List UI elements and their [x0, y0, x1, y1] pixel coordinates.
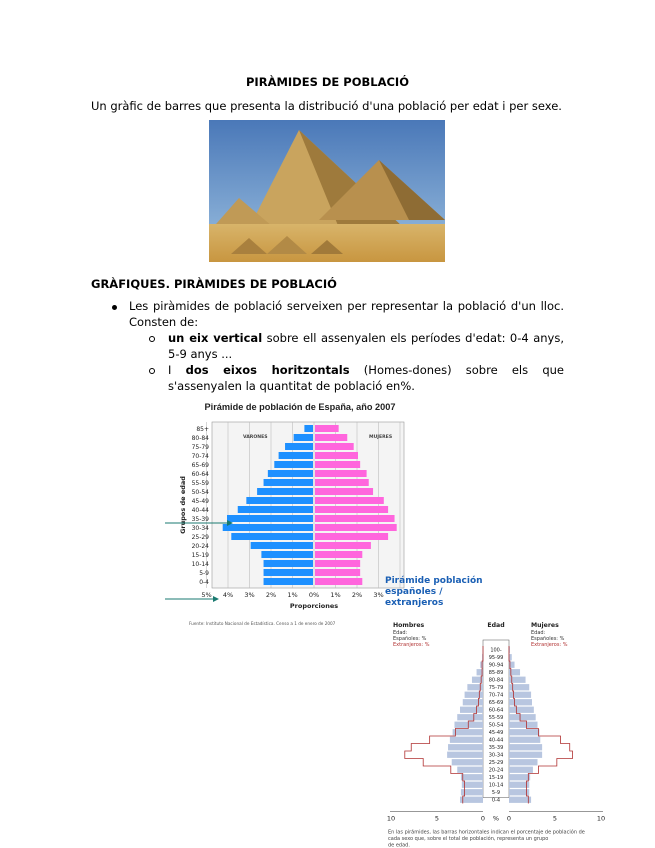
- x-tick-label: 5%: [201, 591, 212, 599]
- x-tick-label: 10: [386, 814, 396, 823]
- female-spanish-bar: [509, 759, 538, 765]
- annotation-line: españoles /: [385, 587, 443, 597]
- age-tick-label: 5-9: [199, 570, 209, 577]
- male-spanish-bar: [462, 782, 483, 788]
- female-bar: [315, 515, 395, 522]
- age-tick-label: 85+: [196, 426, 209, 433]
- sub-bullet-circle: [149, 336, 155, 342]
- age-tick-label: 0-4: [491, 797, 501, 804]
- age-tick-label: 35-39: [191, 516, 209, 523]
- female-bar: [315, 461, 360, 468]
- age-tick-label: 10-14: [488, 782, 504, 789]
- bullet-text: Les piràmides de població serveixen per representar la població d'un lloc. Consten de:: [129, 299, 564, 329]
- male-bar: [251, 542, 313, 549]
- age-tick-label: 55-59: [191, 480, 209, 487]
- x-tick-label: 0%: [308, 591, 320, 599]
- age-tick-label: 75-79: [191, 444, 209, 451]
- male-bar: [227, 515, 313, 522]
- age-tick-label: 50-54: [488, 722, 504, 729]
- edad-title: Edad: [487, 622, 505, 629]
- female-bar: [315, 524, 397, 531]
- age-tick-label: 25-29: [191, 534, 209, 541]
- age-tick-label: 20-24: [191, 543, 209, 550]
- male-bar: [268, 470, 313, 477]
- age-tick-label: 65-69: [191, 462, 209, 469]
- female-bar: [315, 497, 384, 504]
- male-spanish-bar: [457, 714, 483, 720]
- caption: [388, 829, 585, 848]
- male-spanish-bar: [450, 737, 483, 743]
- female-spanish-bar: [509, 729, 539, 735]
- mujeres-title: Mujeres: [531, 622, 559, 629]
- male-spanish-bar: [447, 752, 483, 758]
- age-tick-label: 80-84: [191, 435, 209, 442]
- female-bar: [315, 425, 339, 432]
- page-title: PIRÀMIDES DE POBLACIÓ: [246, 75, 409, 89]
- age-tick-label: 45-49: [488, 729, 504, 736]
- male-spanish-bar: [467, 684, 483, 690]
- female-bar: [315, 452, 358, 459]
- sub-item-vertical-axis: un eix vertical sobre ell assenyalen els períodes d'edat: 0-4 anys, 5-9 anys ...: [168, 331, 564, 361]
- age-tick-label: 40-44: [191, 507, 209, 514]
- x-tick-label: 1%: [287, 591, 298, 599]
- age-tick-label: 95-99: [488, 654, 504, 661]
- male-bar: [238, 506, 313, 513]
- age-tick-label: 45-49: [191, 498, 209, 505]
- female-bar: [315, 551, 362, 558]
- legend-edad: Edad:: [531, 630, 546, 636]
- male-bar: [285, 443, 313, 450]
- male-bar: [264, 560, 313, 567]
- male-bar: [264, 578, 313, 585]
- age-tick-label: 30-34: [191, 525, 209, 532]
- female-spanish-bar: [509, 774, 530, 780]
- x-tick-label: 1%: [330, 591, 341, 599]
- pyramids-photo: [209, 120, 445, 262]
- female-spanish-bar: [509, 699, 532, 705]
- age-tick-label: 5-9: [491, 789, 501, 796]
- age-tick-label: 30-34: [488, 752, 504, 759]
- annotation-line: Pirámide población: [385, 576, 483, 586]
- legend-espanoles: Españoles: %: [393, 636, 427, 642]
- age-tick-label: 65-69: [488, 699, 504, 706]
- male-bar: [294, 434, 313, 441]
- female-bar: [315, 488, 373, 495]
- female-bar: [315, 479, 369, 486]
- bullet-dot: [112, 305, 117, 310]
- male-bar: [264, 569, 313, 576]
- source-note: Fuente: Instituto Nacional de Estadística. Censo a 1 de enero de 2007: [189, 621, 336, 626]
- male-spanish-bar: [453, 729, 483, 735]
- male-bar: [264, 479, 313, 486]
- female-spanish-bar: [509, 737, 540, 743]
- caption-line: de edad.: [388, 842, 410, 848]
- female-spanish-bar: [509, 714, 536, 720]
- female-spanish-bar: [509, 752, 542, 758]
- age-tick-label: 70-74: [191, 453, 209, 460]
- age-tick-label: 85-89: [488, 669, 504, 676]
- male-bar: [304, 425, 313, 432]
- male-spanish-bar: [448, 744, 483, 750]
- label-mujeres: MUJERES: [369, 435, 393, 440]
- bold-term: un eix vertical: [168, 331, 263, 345]
- female-bar: [315, 533, 388, 540]
- age-tick-label: 60-64: [488, 707, 504, 714]
- bold-term: dos eixos horitzontals: [185, 363, 350, 377]
- legend-extranjeros: Extranjeros: %: [393, 642, 430, 648]
- female-bar: [315, 506, 388, 513]
- spain-2007-pyramid-chart: [165, 398, 483, 644]
- caption-line: cada sexo que, sobre el total de población, representa un grupo: [388, 836, 549, 842]
- male-bar: [261, 551, 313, 558]
- x-axis-label: Proporciones: [289, 602, 339, 610]
- hombres-title: Hombres: [393, 622, 425, 629]
- female-bar: [315, 560, 360, 567]
- age-tick-label: 90-94: [488, 662, 504, 669]
- female-bar: [315, 578, 362, 585]
- age-tick-label: 75-79: [488, 684, 504, 691]
- male-bar: [257, 488, 313, 495]
- annotation-line: extranjeros: [385, 598, 444, 608]
- x-tick-label: 2%: [265, 591, 277, 599]
- age-tick-label: 100-: [490, 647, 502, 654]
- x-tick-label: 5: [552, 814, 558, 823]
- y-axis-label: Grupos de edad: [179, 476, 187, 534]
- x-tick-label: 3%: [373, 591, 384, 599]
- legend-espanoles: Españoles: %: [531, 636, 565, 642]
- female-spanish-bar: [509, 684, 529, 690]
- legend-edad: Edad:: [393, 630, 408, 636]
- x-tick-label: 4%: [222, 591, 234, 599]
- male-spanish-bar: [463, 699, 483, 705]
- x-tick-label: %: [492, 814, 500, 823]
- female-spanish-bar: [509, 707, 534, 713]
- male-spanish-bar: [460, 707, 483, 713]
- x-tick-label: 0: [480, 814, 486, 823]
- age-tick-label: 60-64: [191, 471, 209, 478]
- female-bar: [315, 542, 371, 549]
- age-tick-label: 80-84: [488, 677, 504, 684]
- sub-item-horizontal-axes: I dos eixos horitzontals (Homes-dones) sobre els que s'assenyalen la quantitat de població en%.: [168, 363, 564, 393]
- age-tick-label: 50-54: [191, 489, 209, 496]
- x-tick-label: 5: [434, 814, 440, 823]
- age-tick-label: 70-74: [488, 692, 504, 699]
- age-tick-label: 55-59: [488, 714, 504, 721]
- male-spanish-bar: [457, 767, 483, 773]
- x-tick-label: 2%: [351, 591, 363, 599]
- female-bar: [315, 569, 360, 576]
- intro-paragraph: Un gràfic de barres que presenta la distribució d'una població per edat i per sexe.: [91, 99, 562, 113]
- age-tick-label: 40-44: [488, 737, 504, 744]
- female-spanish-bar: [509, 797, 531, 803]
- female-bar: [315, 470, 367, 477]
- age-tick-label: 0-4: [199, 579, 209, 586]
- arrow-head: [213, 596, 219, 602]
- x-tick-label: 10: [596, 814, 606, 823]
- sub-bullet-circle: [149, 368, 155, 374]
- male-bar: [274, 461, 313, 468]
- x-tick-label: 3%: [244, 591, 255, 599]
- female-spanish-bar: [509, 744, 542, 750]
- male-spanish-bar: [452, 759, 483, 765]
- age-tick-label: 20-24: [488, 767, 504, 774]
- section-heading: GRÀFIQUES. PIRÀMIDES DE POBLACIÓ: [91, 277, 337, 291]
- male-spanish-bar: [465, 692, 483, 698]
- spanish-foreign-pyramid-chart: [385, 614, 607, 848]
- male-bar: [231, 533, 313, 540]
- label-varones: VARONES: [243, 435, 268, 440]
- male-spanish-bar: [480, 662, 483, 668]
- x-tick-label: 0: [506, 814, 512, 823]
- female-spanish-bar: [509, 767, 533, 773]
- female-spanish-bar: [509, 722, 538, 728]
- female-bar: [315, 443, 354, 450]
- age-tick-label: 35-39: [488, 744, 504, 751]
- legend-extranjeros: Extranjeros: %: [531, 642, 568, 648]
- male-spanish-bar: [460, 797, 483, 803]
- female-bar: [315, 434, 347, 441]
- age-tick-label: 15-19: [191, 552, 209, 559]
- age-tick-label: 10-14: [191, 561, 209, 568]
- female-spanish-bar: [509, 692, 531, 698]
- age-tick-label: 25-29: [488, 759, 504, 766]
- female-spanish-bar: [509, 654, 512, 660]
- chart-title: Pirámide de población de España, año 2007: [204, 402, 396, 412]
- male-bar: [279, 452, 313, 459]
- male-spanish-bar: [454, 722, 483, 728]
- caption-line: En las pirámides, las barras horizontales indican el porcentaje de población de: [388, 829, 585, 836]
- male-bar: [223, 524, 313, 531]
- annotation-text: [385, 575, 483, 608]
- male-spanish-bar: [461, 774, 483, 780]
- male-bar: [246, 497, 313, 504]
- age-tick-label: 15-19: [488, 774, 504, 781]
